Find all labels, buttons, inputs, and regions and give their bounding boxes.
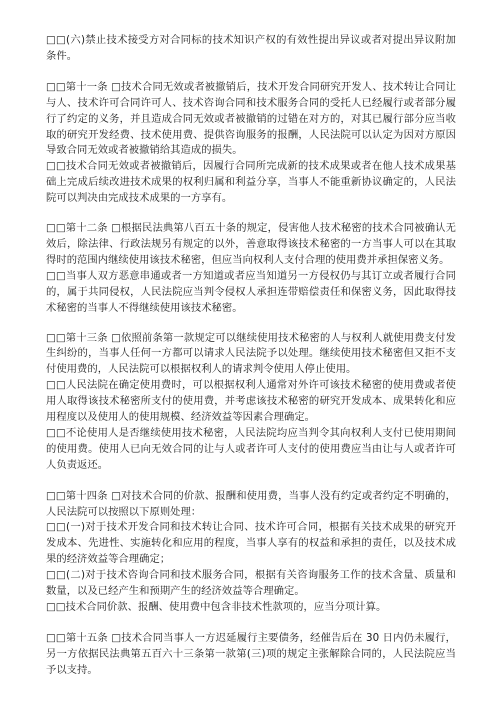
paragraph-article-14-last: □□技术合同价款、报酬、使用费中包含非技术性款项的，应当分项计算。 <box>46 601 387 613</box>
paragraph-article-12: □□第十二条 □根据民法典第八百五十条的规定，侵害他人技术秘密的技术合同被确认无效后，除法律、行政法规另有规定的以外，善意取得该技术秘密的一方当事人可以在其取得时的范围内继续使用该技术秘密，但应当向权利人支付合理的使用费并承担保密义务。 <box>46 222 456 266</box>
paragraph-article-13-second: □□人民法院在确定使用费时，可以根据权利人通常对外许可该技术秘密的使用费或者使用人取得该技术秘密所支付的使用费，并考虑该技术秘密的研究开发成本、成果转化和应用程度以及使用人的使用规模、经济效益等因素合理确定。 <box>46 379 456 424</box>
paragraph-article-11-second: □□技术合同无效或者被撤销后，因履行合同所完成新的技术成果或者在他人技术成果基础上完成后续改进技术成果的权利归属和利益分享，当事人不能重新协议确定的，人民法院可以判决由完成技术成果的一方享有。 <box>46 160 456 205</box>
paragraph-article-13: □□第十三条 □依照前条第一款规定可以继续使用技术秘密的人与权利人就使用费支付发生纠纷的，当事人任何一方都可以请求人民法院予以处理。继续使用技术秘密但又拒不支付使用费的，人民法院可以根据权利人的请求判令使用人停止使用。 <box>46 331 456 376</box>
paragraph-article-15: □□第十五条 □技术合同当事人一方迟延履行主要债务，经催告后在 30 日内仍未履行，另一方依据民法典第五百六十三条第一款第(三)项的规定主张解除合同的，人民法院应当予以支持。 <box>46 631 456 676</box>
paragraph-article-13-third: □□不论使用人是否继续使用技术秘密，人民法院均应当判令其向权利人支付已使用期间的使用费。使用人已向无效合同的让与人或者许可人支付的使用费应当由让与人或者许可人负责返还。 <box>46 426 456 471</box>
paragraph-article-12-second: □□当事人双方恶意串通或者一方知道或者应当知道另一方侵权仍与其订立或者履行合同的，属于共同侵权，人民法院应当判令侵权人承担连带赔偿责任和保密义务，因此取得技术秘密的当事人不得继续使用该技术秘密。 <box>46 269 456 314</box>
paragraph-article-14-item-1: □□(一)对于技术开发合同和技术转让合同、技术许可合同，根据有关技术成果的研究开发成本、先进性、实施转化和应用的程度，当事人享有的权益和承担的责任，以及技术成果的经济效益等合理确定； <box>46 521 456 566</box>
paragraph-article-11: □□第十一条 □技术合同无效或者被撤销后，技术开发合同研究开发人、技术转让合同让与人、技术许可合同许可人、技术咨询合同和技术服务合同的受托人已经履行或者部分履行了约定的义务，并且造成合同无效或者被撤销的过错在对方的，对其已履行部分应当收取的研究开发经费、技术使用费、提供咨询服务的报酬，人民法院可以认定为因对方原因导致合同无效或者被撤销给其造成的损失。 <box>46 80 456 157</box>
paragraph-article-14-item-2: □□(二)对于技术咨询合同和技术服务合同，根据有关咨询服务工作的技术含量、质量和数量，以及已经产生和预期产生的经济效益等合理确定。 <box>46 569 456 598</box>
paragraph-article-14: □□第十四条 □对技术合同的价款、报酬和使用费，当事人没有约定或者约定不明确的，人民法院可以按照以下原则处理： <box>46 489 456 518</box>
paragraph-item-6: □□(六)禁止技术接受方对合同标的技术知识产权的有效性提出异议或者对提出异议附加条件。 <box>46 34 456 62</box>
